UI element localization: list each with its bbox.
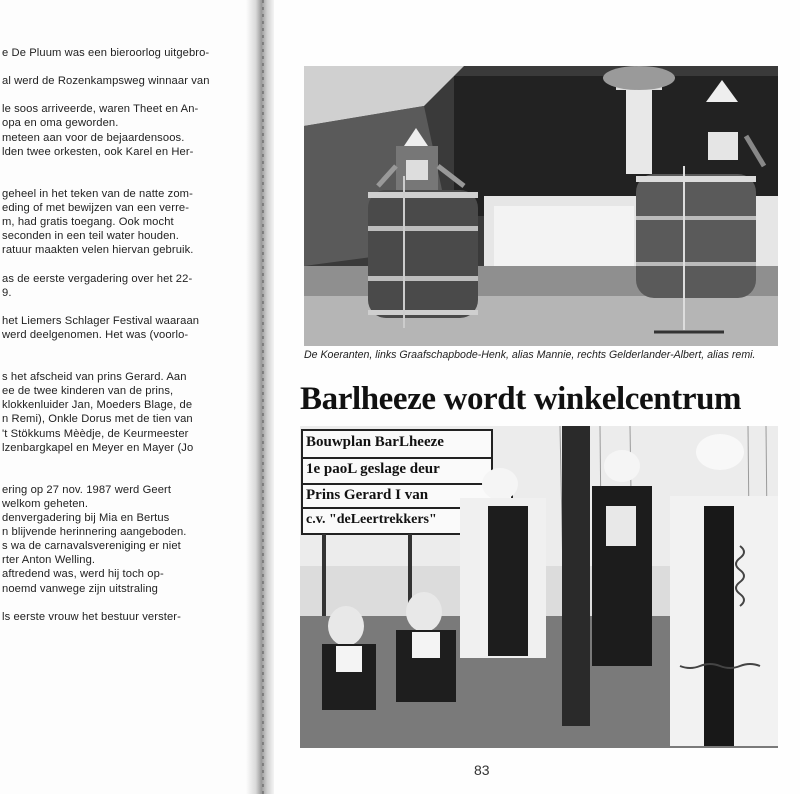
text-line: [2, 159, 242, 173]
text-line: lzenbargkapel en Meyer en Mayer (Jo: [2, 441, 194, 454]
binding-stitches: [262, 0, 264, 794]
sign-line-4: c.v. "deLeertrekkers": [306, 512, 437, 527]
text-line: n blijvende herinnering aangeboden.: [2, 526, 187, 539]
text-line: [2, 356, 242, 370]
text-line: ls eerste vrouw het bestuur verster-: [2, 610, 181, 623]
photo-carnival-group: [300, 426, 778, 748]
text-line: [2, 469, 242, 483]
text-line: opa en oma geworden.: [2, 117, 119, 130]
text-line: meteen aan voor de bejaardensoos.: [2, 131, 185, 144]
text-line: [2, 455, 242, 469]
text-line: welkom geheten.: [2, 498, 89, 510]
text-line: het Liemers Schlager Festival waaraan: [2, 314, 200, 327]
page-number: 83: [474, 762, 490, 778]
article-headline: Barlheeze wordt winkelcentrum: [300, 381, 742, 417]
left-page: [0, 0, 252, 794]
text-line: geheel in het teken van de natte zom-: [2, 187, 193, 200]
sign-line-3: Prins Gerard I van: [306, 487, 429, 503]
photo-stage-barrels: [304, 66, 778, 346]
text-line: ee de twee kinderen van de prins,: [2, 385, 174, 398]
text-line: [2, 257, 242, 271]
text-line: lden twee orkesten, ook Karel en Her-: [2, 145, 194, 158]
text-line: seconden in een teil water houden.: [2, 230, 179, 243]
text-line: aftredend was, werd hij toch op-: [2, 568, 164, 581]
text-line: s wa de carnavalsvereniging er niet: [2, 540, 181, 553]
sign-line-2: 1e paoL geslage deur: [306, 461, 440, 477]
text-line: klokkenluider Jan, Moeders Blage, de: [2, 399, 193, 412]
text-line: as de eerste vergadering over het 22-: [2, 272, 193, 285]
text-line: al werd de Rozenkampsweg winnaar van: [2, 75, 210, 88]
text-line: e De Pluum was een bieroorlog uitgebro-: [2, 47, 210, 59]
text-line: ratuur maakten velen hiervan gebruik.: [2, 244, 194, 257]
text-line: 't Stökkums Mèèdje, de Keurmeester: [2, 427, 189, 440]
text-line: werd deelgenomen. Het was (voorlo-: [2, 328, 189, 341]
text-line: m, had gratis toegang. Ook mocht: [2, 216, 174, 229]
text-line: [2, 300, 242, 314]
photo-caption: De Koeranten, links Graafschapbode-Henk, alias Mannie, rechts Gelderlander-Albert, alias remi.: [304, 349, 756, 361]
text-line: n Remi), Onkle Dorus met de tien van: [2, 413, 193, 426]
left-page-text: [2, 46, 242, 624]
text-line: [2, 88, 242, 102]
text-line: ering op 27 nov. 1987 werd Geert: [2, 483, 172, 496]
text-line: s het afscheid van prins Gerard. Aan: [2, 371, 187, 384]
text-line: 9.: [2, 286, 12, 299]
text-line: [2, 173, 242, 187]
text-line: eding of met bewijzen van een verre-: [2, 202, 190, 215]
text-line: [2, 60, 242, 74]
text-line: denvergadering bij Mia en Bertus: [2, 512, 170, 525]
text-line: [2, 596, 242, 610]
text-line: noemd vanwege zijn uitstraling: [2, 582, 158, 595]
text-line: [2, 342, 242, 356]
sign-line-1: Bouwplan BarLheeze: [306, 434, 444, 450]
text-line: le soos arriveerde, waren Theet en An-: [2, 103, 199, 116]
text-line: rter Anton Welling.: [2, 554, 96, 567]
book-gutter: [246, 0, 274, 794]
